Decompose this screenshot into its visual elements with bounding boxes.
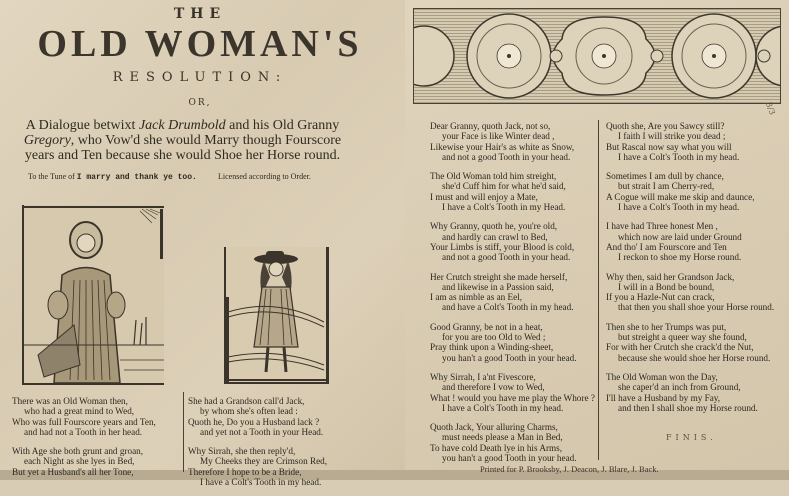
column-rule-left bbox=[183, 392, 184, 472]
verse-line: The Old Woman told him streight, bbox=[430, 171, 557, 182]
verse-line: The Old Woman won the Day, bbox=[606, 371, 718, 382]
verse-line: Good Granny, be not in a heat, bbox=[430, 321, 543, 332]
verse-line: and not a good Tooth in your head. bbox=[442, 151, 571, 162]
verse-line: Dear Granny, quoth Jack, not so, bbox=[430, 121, 551, 131]
verse-line: she'd Cuff him for what he'd said, bbox=[442, 181, 566, 192]
verse-line: Why Granny, quoth he, you're old, bbox=[430, 221, 558, 232]
verse-line: and therefore I vow to Wed, bbox=[442, 382, 545, 393]
verse-line: because she would shoe her Horse round. bbox=[618, 352, 771, 363]
verse-line: that then you shall shoe your Horse round. bbox=[618, 302, 775, 313]
jack-figure-icon bbox=[226, 247, 326, 382]
verse-line: If you a Hazle-Nut can crack, bbox=[606, 292, 715, 303]
stanza bbox=[606, 372, 776, 413]
verse-line: Quoth Jack, Your alluring Charms, bbox=[430, 422, 558, 433]
title-the: THE bbox=[173, 6, 227, 22]
verse-line: and hardly can crawl to Bed, bbox=[442, 231, 548, 242]
verse-line: I have a Colt's Tooth in my head. bbox=[442, 402, 564, 413]
verse-line: Her Crutch streight she made herself, bbox=[430, 271, 568, 282]
verse-line: I have a Colt's Tooth in my head. bbox=[618, 151, 740, 162]
verse-line: your Face is like Winter dead , bbox=[442, 131, 555, 142]
verse-line: Your Limbs is stiff, your Blood is cold, bbox=[430, 241, 575, 252]
verse-line: I will in a Bond be bound, bbox=[618, 281, 715, 292]
stanza bbox=[430, 422, 600, 463]
stanza bbox=[430, 171, 600, 212]
verse-line: To have cold Death lye in his Arms, bbox=[430, 442, 563, 453]
stanza bbox=[188, 446, 398, 487]
verse-line: But Rascal now say what you will bbox=[606, 141, 732, 152]
verse-line: Why Sirrah, she then reply'd, bbox=[188, 446, 296, 457]
verse-line: who had a great mind to Wed, bbox=[24, 406, 135, 417]
verse-line: Likewise your Hair's as white as Snow, bbox=[430, 141, 575, 152]
verse-line: you han't a good Tooth in your head. bbox=[442, 453, 577, 464]
verse-line: each Night as she lyes in Bed, bbox=[24, 456, 135, 467]
verse-column-1 bbox=[12, 396, 182, 486]
verse-line: Then she to her Trumps was put, bbox=[606, 321, 727, 332]
verse-line: Quoth he, Do you a Husband lack ? bbox=[188, 416, 320, 427]
verse-line: you han't a good Tooth in your head. bbox=[442, 352, 577, 363]
verse-line: I am as nimble as an Eel, bbox=[430, 292, 523, 303]
verse-line: But yet a Husband's all her Tone, bbox=[12, 466, 134, 477]
woodcut-jack bbox=[224, 247, 329, 384]
verse-column-3 bbox=[430, 121, 600, 472]
verse-line: she caper'd an inch from Ground, bbox=[618, 382, 741, 393]
verse-line: What ! would you have me play the Whore ? bbox=[430, 392, 595, 403]
tune-name: I marry and thank ye too. bbox=[76, 173, 197, 182]
verse-line: and likewise in a Passion said, bbox=[442, 281, 554, 292]
verse-line: I have a Colt's Tooth in my Head. bbox=[442, 202, 566, 213]
subtitle-rest: , who Vow'd she would Marry though Fourscore years and Ten because she would Shoe her Horse round. bbox=[24, 133, 342, 163]
verse-line: I have a Colt's Tooth in my head. bbox=[618, 202, 740, 213]
verse-line: I have a Colt's Tooth in my head. bbox=[200, 477, 322, 488]
licensed-line: Licensed according to Order. bbox=[218, 172, 311, 181]
stanza bbox=[430, 372, 600, 413]
verse-line: which now are laid under Ground bbox=[618, 231, 742, 242]
margin-mark: 3/3 bbox=[764, 100, 777, 117]
verse-line: For with her Crutch she crack'd the Nut, bbox=[606, 342, 754, 353]
imprint-line: Printed for P. Brooksby, J. Deacon, J. Blare, J. Back. bbox=[480, 464, 659, 474]
column-rule-right bbox=[598, 120, 599, 460]
stanza bbox=[606, 121, 776, 162]
stanza bbox=[430, 322, 600, 363]
stanza bbox=[606, 171, 776, 212]
verse-line: I faith I will strike you dead ; bbox=[618, 131, 726, 142]
stanza bbox=[430, 121, 600, 162]
stanza bbox=[606, 221, 776, 262]
ornament-medallions-icon bbox=[414, 9, 780, 103]
verse-line: and then I shall shoe my Horse round. bbox=[618, 402, 758, 413]
verse-line: Pray think upon a Winding-sheet, bbox=[430, 342, 554, 353]
verse-line: And tho' I am Fourscore and Ten bbox=[606, 241, 727, 252]
verse-line: and had not a Tooth in her head. bbox=[24, 426, 143, 437]
verse-line: My Cheeks they are Crimson Red, bbox=[200, 456, 328, 467]
verse-line: and not a good Tooth in your head. bbox=[442, 252, 571, 263]
subtitle-middle: and his Old Granny bbox=[225, 118, 340, 133]
subtitle-name-jack: Jack Drumbold bbox=[138, 118, 226, 133]
verse-line: and have a Colt's Tooth in my head. bbox=[442, 302, 574, 313]
verse-line: Who was full Fourscore years and Ten, bbox=[12, 416, 156, 427]
verse-line: With Age she both grunt and groan, bbox=[12, 446, 144, 457]
verse-line: by whom she's often lead : bbox=[200, 406, 298, 417]
ornamental-border bbox=[413, 8, 781, 104]
title-main: OLD WOMAN'S bbox=[37, 23, 363, 65]
verse-line: I must and will enjoy a Mate, bbox=[430, 191, 538, 202]
verse-line: Quoth she, Are you Sawcy still? bbox=[606, 121, 725, 131]
verse-line: She had a Grandson call'd Jack, bbox=[188, 396, 305, 406]
verse-line: must needs please a Man in Bed, bbox=[442, 432, 563, 443]
tune-prefix: To the Tune of bbox=[28, 172, 77, 181]
stanza bbox=[430, 272, 600, 313]
tune-line bbox=[28, 172, 197, 182]
verse-line: and yet not a Tooth in your Head. bbox=[200, 426, 324, 437]
verse-line: I have had Three honest Men , bbox=[606, 221, 718, 232]
verse-line: Why then, said her Grandson Jack, bbox=[606, 271, 735, 282]
subtitle-prefix: A Dialogue betwixt bbox=[25, 118, 139, 133]
verse-line: Therefore I hope to be a Bride, bbox=[188, 466, 302, 477]
verse-column-2 bbox=[188, 396, 398, 496]
subtitle bbox=[10, 118, 355, 163]
stanza bbox=[188, 396, 398, 437]
verse-line: for you are too Old to Wed ; bbox=[442, 332, 546, 343]
verse-line: I'll have a Husband by my Fay, bbox=[606, 392, 721, 403]
old-woman-figure-icon bbox=[24, 205, 164, 383]
stanza bbox=[606, 322, 776, 363]
stanza bbox=[12, 396, 182, 437]
stanza bbox=[606, 272, 776, 313]
title-resolution: RESOLUTION: bbox=[112, 70, 288, 85]
verse-line: A Cogue will make me skip and daunce, bbox=[606, 191, 755, 202]
title-or: OR, bbox=[188, 98, 212, 108]
verse-line: Why Sirrah, I a'nt Fivescore, bbox=[430, 371, 536, 382]
verse-line: but streight a queer way she found, bbox=[618, 332, 747, 343]
stanza bbox=[430, 221, 600, 262]
verse-line: I reckon to shoe my Horse round. bbox=[618, 252, 742, 263]
verse-line: Sometimes I am dull by chance, bbox=[606, 171, 724, 182]
stanza bbox=[12, 446, 182, 477]
woodcut-old-woman bbox=[22, 205, 164, 385]
verse-line: There was an Old Woman then, bbox=[12, 396, 128, 406]
verse-line: but strait I am Cherry-red, bbox=[618, 181, 715, 192]
verse-column-4 bbox=[606, 121, 776, 422]
finis-mark: FINIS. bbox=[666, 433, 717, 442]
subtitle-name-gregory: Gregory bbox=[23, 133, 71, 148]
